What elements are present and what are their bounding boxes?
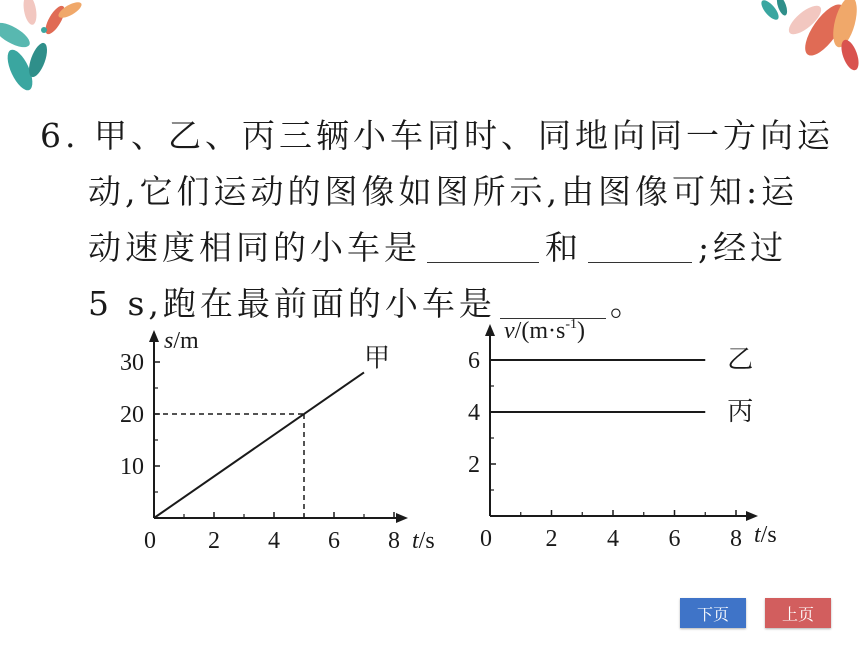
x-tick-label: 0 [144,528,156,554]
y-tick-label: 30 [120,350,144,376]
question-text-3b: 和 [545,228,582,267]
y-axis-label: s/m [164,328,199,354]
question-text-2: 动,它们运动的图像如图所示,由图像可知:运 [88,172,799,211]
x-tick-label: 0 [480,526,492,552]
question-text-1: 甲、乙、丙三辆小车同时、同地向同一方向运 [94,116,834,155]
y-tick-label: 10 [120,454,144,480]
x-tick-label: 2 [545,526,558,552]
question-text [40,108,834,332]
x-tick-label: 8 [730,526,742,552]
y-tick-label: 6 [468,348,480,374]
series-label: 乙 [727,345,754,374]
y-tick-label: 20 [120,402,144,428]
x-tick-label: 2 [208,528,220,554]
next-page-button[interactable]: 下页 [680,598,746,628]
x-tick-label: 4 [268,528,280,554]
previous-page-button[interactable]: 上页 [765,598,831,628]
x-axis-label: t/s [412,528,435,554]
y-tick-label: 2 [468,452,480,478]
y-axis-label: $v/(m\cdot s^{-1})$ [504,317,585,344]
answer-blank-2[interactable] [588,228,692,263]
x-tick-label: 6 [328,528,340,554]
y-axis-arrow [149,330,159,342]
x-tick-label: 6 [668,526,681,552]
series-line [154,372,364,518]
x-tick-label: 4 [607,526,619,552]
question-text-4b: 。 [609,284,647,323]
floral-corner-top-left-icon [0,0,110,100]
series-label: 甲 [364,343,391,373]
question-text-3a: 动速度相同的小车是 [88,228,421,267]
distance-time-graph [100,320,460,560]
y-tick-label: 4 [468,400,480,426]
question-number: 6. [40,116,80,155]
question-line-3 [40,220,830,276]
floral-corner-top-right-icon [730,0,860,75]
question-text-4a: 5 s,跑在最前面的小车是 [88,284,496,323]
y-axis-arrow [485,324,495,336]
x-axis-arrow [396,513,408,523]
velocity-time-graph [460,310,820,560]
question-line-2 [40,164,830,220]
series-label: 丙 [727,397,754,426]
x-tick-label: 8 [388,528,400,554]
answer-blank-1[interactable] [427,228,539,263]
question-line-1 [40,108,834,164]
x-axis-arrow [746,511,758,521]
x-axis-label: t/s [754,522,777,548]
question-text-3c: ;经过 [698,228,788,267]
